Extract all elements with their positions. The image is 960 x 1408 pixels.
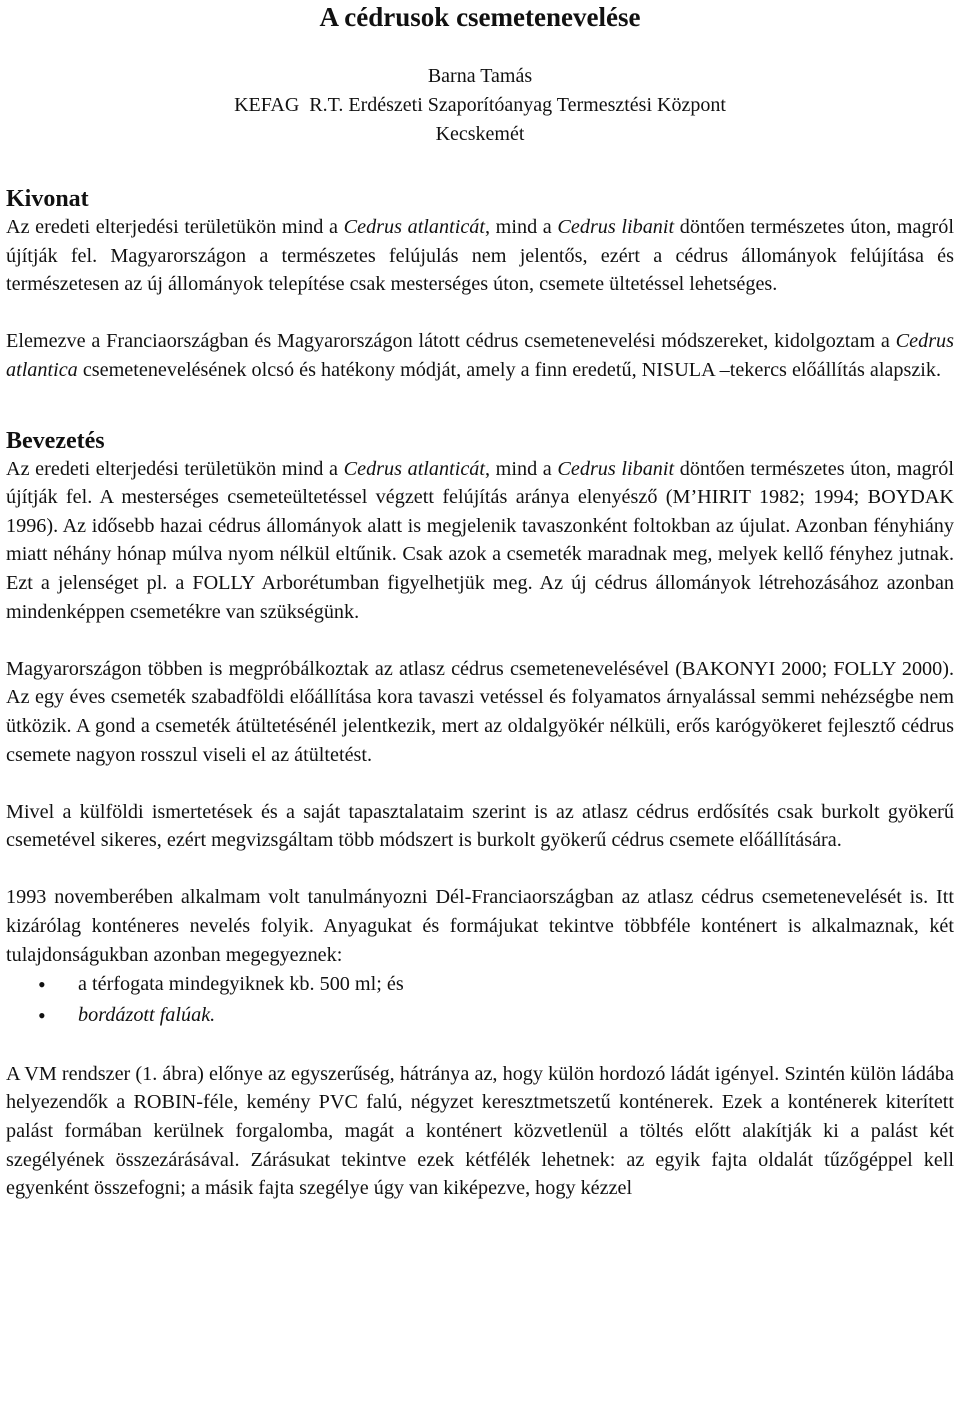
intro-paragraph-2: Magyarországon többen is megpróbálkoztak az atlasz cédrus csemetenevelésével (BAKONYI 2000; FOLLY 2000). Az egy éves csemeték szabadföldi előállítása kora tavaszi vetéssel és folyamatos árnyalással semmi nehézségbe nem ütközik. A gond a csemeték átültetésénél jelentkezik, mert az oldalgyökér nélküli, erős karógyökeret fejlesztő cédrus csemete nagyon rosszul viseli el az átültetést.: [6, 657, 954, 766]
intro-heading: Bevezetés: [6, 427, 105, 454]
abstract-heading: Kivonat: [6, 186, 89, 212]
container-properties-list: [6, 969, 954, 1031]
intro-paragraph-3: Mivel a külföldi ismertetések és a saját tapasztalataim szerint is az atlasz cédrus erdősítés csak burkolt gyökerű csemetével sikeres, ezért megvizsgáltam több módszert is burkolt gyökerű cédrus csemete előállítására.: [6, 800, 954, 852]
list-item: • a térfogata mindegyiknek kb. 500 ml; és: [6, 969, 954, 1000]
abstract-paragraph-1: Az eredeti elterjedési területükön mind a Cedrus atlanticát, mind a Cedrus libanit döntően természetes úton, magról újítják fel. Magyarországon a természetes felújulás nem jelentős, ezért a cédrus állományok felújítása és természetesen az új állományok telepítése csak mesterséges úton, csemete ültetéssel lehetséges.: [6, 216, 954, 296]
author-institution: KEFAG R.T. Erdészeti Szaporítóanyag Termesztési Központ: [234, 94, 726, 116]
author-name: Barna Tamás: [427, 65, 533, 87]
intro-paragraph-5: A VM rendszer (1. ábra) előnye az egyszerűség, hátránya az, hogy külön hordozó ládát igényel. Szintén külön ládába helyezendők a ROBIN-féle, kemény PVC falú, négyzet keresztmetszetű konténerek. Ezek a konténerek kiterített palást formában kerülnek forgalomba, magát a konténert közvetlenül a töltés előtt alakítják ki a palást két szegélyének összezárásával. Zárásukat tekintve ezek kétfélék lehetnek: az egyik fajta oldalát tűzőgéppel kell egyenként összefogni; a másik fajta szegélye úgy van kiképezve, hogy kézzel: [6, 1062, 954, 1200]
abstract-paragraph-2: Elemezve a Franciaországban és Magyarországon látott cédrus csemetenevelési módszereket, kidolgoztam a Cedrus atlantica csemetenevelésének olcsó és hatékony módját, amely a finn eredetű, NISULA –tekercs előállítás alapszik.: [6, 330, 954, 381]
list-item: • bordázott falúak.: [6, 1000, 954, 1031]
document-title: A cédrusok csemetenevelése: [319, 2, 641, 32]
byline: [6, 62, 954, 149]
bullet-icon: •: [38, 972, 46, 998]
intro-paragraph-4: 1993 novemberében alkalmam volt tanulmányozni Dél-Franciaországban az atlasz cédrus csemetenevelését is. Itt kizárólag konténeres nevelés folyik. Anyagukat és formájukat tekintve többféle konténert is alkalmaznak, két tulajdonságukban azonban megegyeznek:: [6, 886, 954, 966]
intro-paragraph-1: Az eredeti elterjedési területükön mind a Cedrus atlanticát, mind a Cedrus libanit döntően természetes úton, magról újítják fel. A mesterséges csemeteültetéssel végzett felújítás aránya elenyésző (M’HIRIT 1982; 1994; BOYDAK 1996). Az idősebb hazai cédrus állományok alatt is megjelenik tavaszonként foltokban az újulat. Azonban fényhiány miatt néhány hónap múlva nyom nélkül eltűnik. Csak azok a csemeték maradnak meg, melyek kellő fényhez jutnak. Ezt a jelenséget pl. a FOLLY Arborétumban figyelhetjük meg. Az új cédrus állományok létrehozásához azonban mindenképpen csemetékre van szükségünk.: [6, 457, 954, 623]
author-city: Kecskemét: [435, 123, 525, 145]
bullet-icon: •: [38, 1003, 46, 1029]
